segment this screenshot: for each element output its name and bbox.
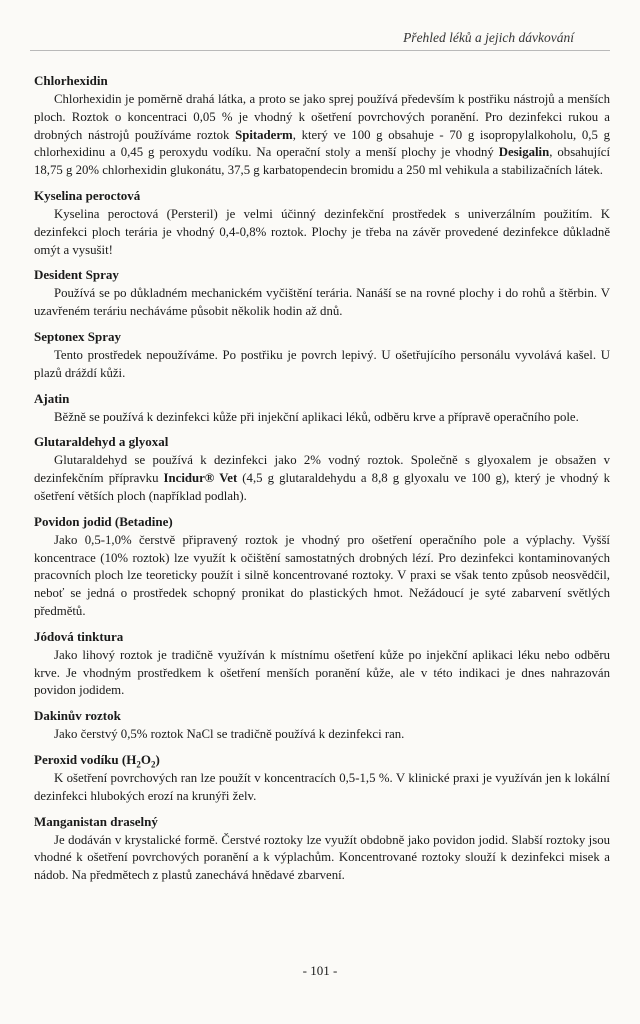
section-heading	[34, 513, 610, 530]
section-heading-text: Povidon jodid (Betadine)	[34, 513, 173, 529]
section-paragraph	[34, 206, 610, 259]
page-content	[34, 72, 610, 892]
section-paragraph	[34, 726, 610, 744]
section-paragraph	[34, 91, 610, 180]
section-heading	[34, 390, 610, 407]
section	[34, 628, 610, 700]
section-heading-text: Manganistan draselný	[34, 813, 158, 829]
section-heading-text: Glutaraldehyd a glyoxal	[34, 434, 169, 450]
section-heading-text: Desident Spray	[34, 267, 119, 283]
section-heading-part: O	[140, 751, 151, 767]
paragraph-text: , obsahující 18,75 g 20% chlorhexidin glukonátu, 37,5 g karbatopendecin bromidu a 250 ml vehikula a stabilizačních látek.	[34, 145, 611, 178]
section-heading-text: Kyselina peroctová	[34, 187, 141, 203]
running-header: Přehled léků a jejich dávkování	[403, 30, 574, 45]
product-name: Desigalin	[498, 145, 550, 160]
product-name: Incidur® Vet	[163, 471, 238, 486]
section-paragraph	[34, 832, 610, 885]
section-paragraph	[34, 452, 610, 505]
section	[34, 433, 610, 505]
paragraph-text: Tento prostředek nepoužíváme. Po postřiku je povrch lepivý. U ošetřujícího personálu vyvolává kašel. U plazů dráždí kůži.	[34, 347, 610, 380]
section-paragraph	[34, 409, 610, 427]
paragraph-text: Je dodáván v krystalické formě. Čerstvé roztoky lze využít obdobně jako povidon jodid. Slabší roztoky jsou vhodné k ošetření povrchových poranění a k výplachům. Koncentrované roztoky slouží k dezinfekci misek a nádob. Na předmětech z plastů zanechává hnědavé zbarvení.	[34, 832, 610, 883]
paragraph-text: Jako čerstvý 0,5% roztok NaCl se tradičně používá k dezinfekci ran.	[54, 727, 405, 742]
section-heading	[34, 266, 610, 283]
section-paragraph	[34, 532, 610, 621]
section	[34, 751, 610, 806]
section-heading-text: Chlorhexidin	[34, 73, 108, 88]
section-heading	[34, 628, 610, 645]
section-heading-part: 2	[150, 759, 156, 770]
section-paragraph	[34, 347, 610, 383]
section-heading-text: Septonex Spray	[34, 328, 122, 344]
product-name: Spitaderm	[235, 127, 293, 142]
section-heading-part: )	[155, 751, 160, 767]
section-heading-text: Dakinův roztok	[34, 708, 121, 724]
section	[34, 328, 610, 383]
section-heading	[34, 433, 610, 450]
section	[34, 72, 610, 180]
section	[34, 707, 610, 744]
header-rule	[30, 50, 610, 51]
paragraph-text: Chlorhexidin je poměrně drahá látka, a proto se jako sprej používá především k postřiku nástrojů a menších ploch. Roztok o koncentraci 0,05 % je vhodný k ošetření povrchových poranění. Pro dezinfekci rukou a drobných nástrojů používáme roztok	[34, 92, 610, 142]
section	[34, 813, 610, 885]
section-heading-text: Ajatin	[34, 390, 70, 406]
section-heading	[34, 813, 610, 830]
section-heading-text: Jódová tinktura	[34, 628, 124, 644]
paragraph-text: K ošetření povrchových ran lze použít v koncentracích 0,5-1,5 %. V klinické praxi je využíván jen k lokální dezinfekci hlubokých erozí na krunýři želv.	[34, 770, 610, 803]
section-heading-text: Peroxid vodíku (H	[34, 751, 137, 767]
paragraph-text: , který ve 100 g obsahuje - 70 g isopropylalkoholu, 0,5 g chlorhexidinu a 0,45 g peroxydu vodíku. Na operační stoly a menší plochy je vhodný	[34, 127, 610, 160]
section-heading	[34, 328, 610, 345]
paragraph-text: Jako lihový roztok je tradičně využíván k místnímu ošetření kůže po injekční aplikaci léku nebo odběru krve. Je vhodným prostředkem k ošetření menších poranění kůže, ale v této indikaci je dnes nahrazován povidon jodidem.	[34, 647, 610, 698]
section-heading-part: 2	[136, 759, 141, 770]
section-heading	[34, 72, 610, 89]
paragraph-text: Kyselina peroctová (Persteril) je velmi účinný dezinfekční prostředek s univerzálním použitím. K dezinfekci ploch terária je vhodný 0,4-0,8% roztok. Plochy je třeba na závěr provedené dezinfekce důkladně omýt a vysušit!	[34, 206, 610, 257]
section-heading	[34, 707, 610, 724]
paragraph-text: Jako 0,5-1,0% čerstvě připravený roztok je vhodný pro ošetření operačního pole a výplachy. Vyšší koncentrace (10% roztok) lze využít k očištění samostatných drobných lézí. Pro dezinfekci kontaminovaných pracovních ploch lze teoreticky použít i silně koncentrované roztoky. V praxi se však tento způsob neosvědčil, neboť se jedná o prostředek schopný pronikat do plastických hmot. Nežádoucí je syté zabarvení světlých předmětů.	[34, 532, 610, 618]
section	[34, 266, 610, 321]
section-paragraph	[34, 285, 610, 321]
section	[34, 187, 610, 259]
section-paragraph	[34, 647, 610, 700]
page-number: - 101 -	[302, 963, 338, 978]
section-heading	[34, 751, 610, 768]
paragraph-text: (4,5 g glutaraldehydu a 8,8 g glyoxalu ve 100 g), který je vhodný k ošetření větších ploch (například podlah).	[34, 471, 610, 503]
section-heading	[34, 187, 610, 204]
paragraph-text: Používá se po důkladném mechanickém vyčištění terária. Nanáší se na rovné plochy i do rohů a štěrbin. V uzavřeném teráriu necháváme působit několik hodin až dnů.	[34, 286, 610, 319]
section	[34, 513, 610, 621]
paragraph-text: Běžně se používá k dezinfekci kůže při injekční aplikaci léků, odběru krve a přípravě operačního pole.	[54, 409, 579, 424]
section	[34, 390, 610, 427]
section-paragraph	[34, 770, 610, 806]
paragraph-text: Glutaraldehyd se používá k dezinfekci jako 2% vodný roztok. Společně s glyoxalem je obsažen v dezinfekčním přípravku	[34, 453, 610, 486]
